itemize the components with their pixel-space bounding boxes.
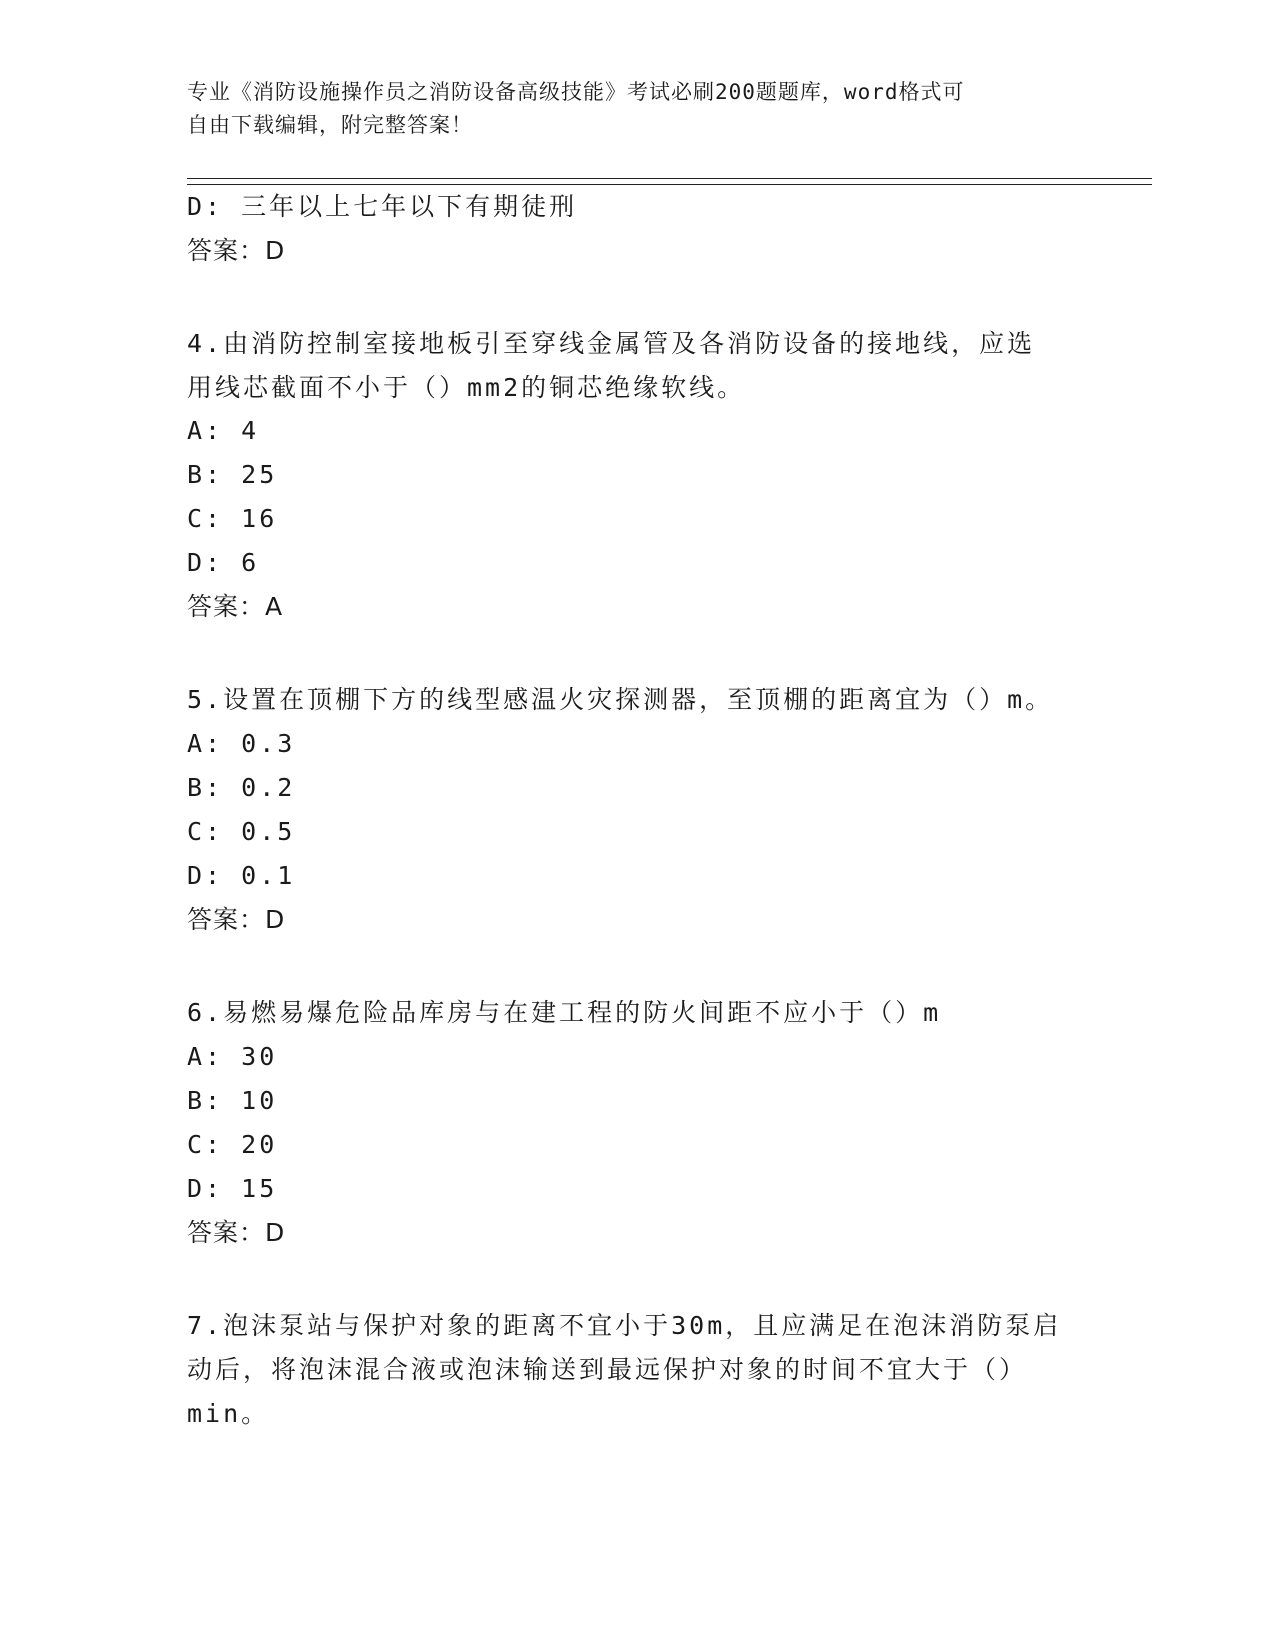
- question-6-option-a: A: 30: [187, 1042, 278, 1071]
- question-6-stem-line1: 6.易燃易爆危险品库房与在建工程的防火间距不应小于（）m: [187, 998, 942, 1027]
- question-7-stem-line1: 7.泡沫泵站与保护对象的距离不宜小于30m，且应满足在泡沫消防泵启: [187, 1311, 1062, 1340]
- header-rule-bottom: [187, 184, 1152, 185]
- question-5-option-c: C: 0.5: [187, 817, 296, 846]
- question-3-option-d: D: 三年以上七年以下有期徒刑: [187, 192, 578, 221]
- question-4-stem-line2: 用线芯截面不小于（）mm2的铜芯绝缘软线。: [187, 373, 746, 402]
- question-6-answer: 答案：D: [187, 1218, 286, 1247]
- question-7-stem-line3: min。: [187, 1399, 270, 1428]
- question-4-option-a: A: 4: [187, 416, 260, 445]
- header-rule-top: [187, 178, 1152, 179]
- question-6-option-b: B: 10: [187, 1086, 278, 1115]
- question-3-answer: 答案：D: [187, 236, 286, 265]
- question-7-stem-line2: 动后，将泡沫混合液或泡沫输送到最远保护对象的时间不宜大于（）: [187, 1355, 1028, 1384]
- question-5-option-b: B: 0.2: [187, 773, 296, 802]
- document-header: 专业《消防设施操作员之消防设备高级技能》考试必刷200题题库，word格式可 自由下载编辑，附完整答案！: [187, 80, 965, 137]
- question-6-option-c: C: 20: [187, 1130, 278, 1159]
- question-4-option-b: B: 25: [187, 460, 278, 489]
- question-5-option-d: D: 0.1: [187, 861, 296, 890]
- question-4-option-c: C: 16: [187, 504, 278, 533]
- question-4-stem-line1: 4.由消防控制室接地板引至穿线金属管及各消防设备的接地线，应选: [187, 329, 1036, 358]
- question-4-answer: 答案：A: [187, 592, 284, 621]
- question-5-answer: 答案：D: [187, 905, 286, 934]
- question-6-option-d: D: 15: [187, 1174, 278, 1203]
- question-5-option-a: A: 0.3: [187, 729, 296, 758]
- question-4-option-d: D: 6: [187, 548, 260, 577]
- question-5-stem-line1: 5.设置在顶棚下方的线型感温火灾探测器，至顶棚的距离宜为（）m。: [187, 685, 1054, 714]
